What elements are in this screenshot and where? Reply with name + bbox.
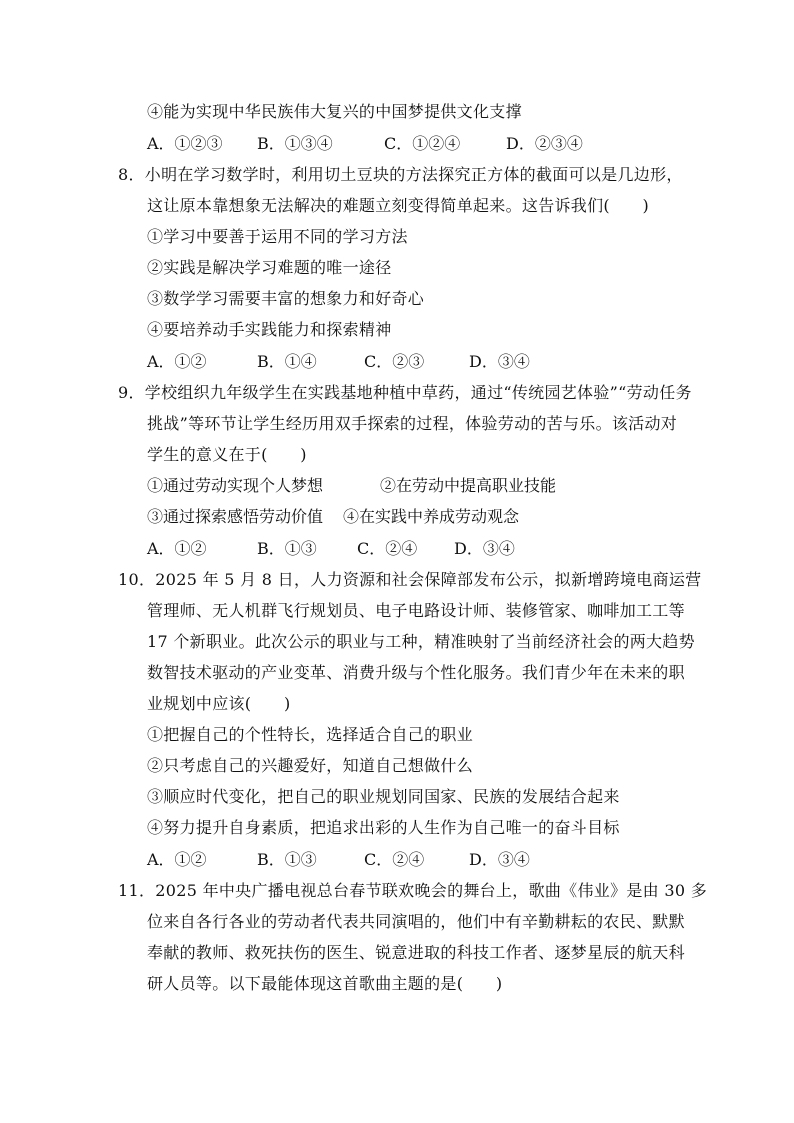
q7-option-d: D．②③④: [506, 134, 583, 153]
q10-option-c: C．②④: [364, 850, 425, 869]
q9-stem-line-1: 9．学校组织九年级学生在实践基地种植中草药，通过“传统园艺体验”“劳动任务: [118, 383, 692, 402]
q8-item-2: ②实践是解决学习难题的唯一途径: [147, 258, 392, 277]
q10-stem-line-1: 10．2025 年 5 月 8 日，人力资源和社会保障部发布公示，拟新增跨境电商运营: [118, 570, 702, 589]
q10-item-2: ②只考虑自己的兴趣爱好，知道自己想做什么: [147, 756, 474, 775]
q10-stem-line-4: 数智技术驱动的产业变革、消费升级与个性化服务。我们青少年在未来的职: [147, 663, 685, 682]
q9-option-a: A．①②: [147, 539, 207, 558]
q8-option-c: C．②③: [364, 352, 425, 371]
q8-stem-line-1: 8．小明在学习数学时，利用切土豆块的方法探究正方体的截面可以是几边形，: [118, 165, 683, 184]
q8-option-d: D．③④: [469, 352, 530, 371]
q10-option-a: A．①②: [147, 850, 207, 869]
q9-option-d: D．③④: [454, 539, 515, 558]
q8-option-a: A．①②: [147, 352, 207, 371]
q10-stem-line-3: 17 个新职业。此次公示的职业与工种，精准映射了当前经济社会的两大趋势: [147, 632, 695, 651]
q8-stem-line-2: 这让原本靠想象无法解决的难题立刻变得简单起来。这告诉我们( ): [147, 196, 650, 215]
q8-item-4: ④要培养动手实践能力和探索精神: [147, 320, 392, 339]
q11-stem-line-4: 研人员等。以下最能体现这首歌曲主题的是( ): [147, 974, 503, 993]
q10-option-b: B．①③: [257, 850, 317, 869]
q10-item-4: ④努力提升自身素质，把追求出彩的人生作为自己唯一的奋斗目标: [147, 818, 620, 837]
q8-item-3: ③数学学习需要丰富的想象力和好奇心: [147, 289, 425, 308]
q10-stem-line-5: 业规划中应该( ): [147, 694, 291, 713]
q8-item-1: ①学习中要善于运用不同的学习方法: [147, 227, 408, 246]
q7-option-a: A．①②③: [147, 134, 223, 153]
q8-option-b: B．①④: [257, 352, 317, 371]
q7-option-b: B．①③④: [257, 134, 333, 153]
q10-option-d: D．③④: [469, 850, 530, 869]
q9-item-3: ③通过探索感悟劳动价值: [147, 507, 324, 526]
q7-item-4: ④能为实现中华民族伟大复兴的中国梦提供文化支撑: [147, 102, 522, 121]
q9-item-2: ②在劳动中提高职业技能: [380, 476, 557, 495]
q9-item-1: ①通过劳动实现个人梦想: [147, 476, 324, 495]
q9-option-b: B．①③: [257, 539, 317, 558]
q10-item-1: ①把握自己的个性特长，选择适合自己的职业: [147, 725, 474, 744]
q10-stem-line-2: 管理师、无人机群飞行规划员、电子电路设计师、装修管家、咖啡加工工等: [147, 601, 685, 620]
q9-option-c: C．②④: [357, 539, 418, 558]
q11-stem-line-1: 11．2025 年中央广播电视总台春节联欢晚会的舞台上，歌曲《伟业》是由 30 多: [118, 881, 707, 900]
q11-stem-line-3: 奉献的教师、救死扶伤的医生、锐意进取的科技工作者、逐梦星辰的航天科: [147, 943, 685, 962]
q11-stem-line-2: 位来自各行各业的劳动者代表共同演唱的，他们中有辛勤耕耘的农民、默默: [147, 912, 685, 931]
q9-item-4: ④在实践中养成劳动观念: [343, 507, 520, 526]
q9-stem-line-2: 挑战”等环节让学生经历用双手探索的过程，体验劳动的苦与乐。该活动对: [147, 414, 678, 433]
q9-stem-line-3: 学生的意义在于( ): [147, 445, 307, 464]
q10-item-3: ③顺应时代变化，把自己的职业规划同国家、民族的发展结合起来: [147, 787, 620, 806]
q7-option-c: C．①②④: [384, 134, 461, 153]
